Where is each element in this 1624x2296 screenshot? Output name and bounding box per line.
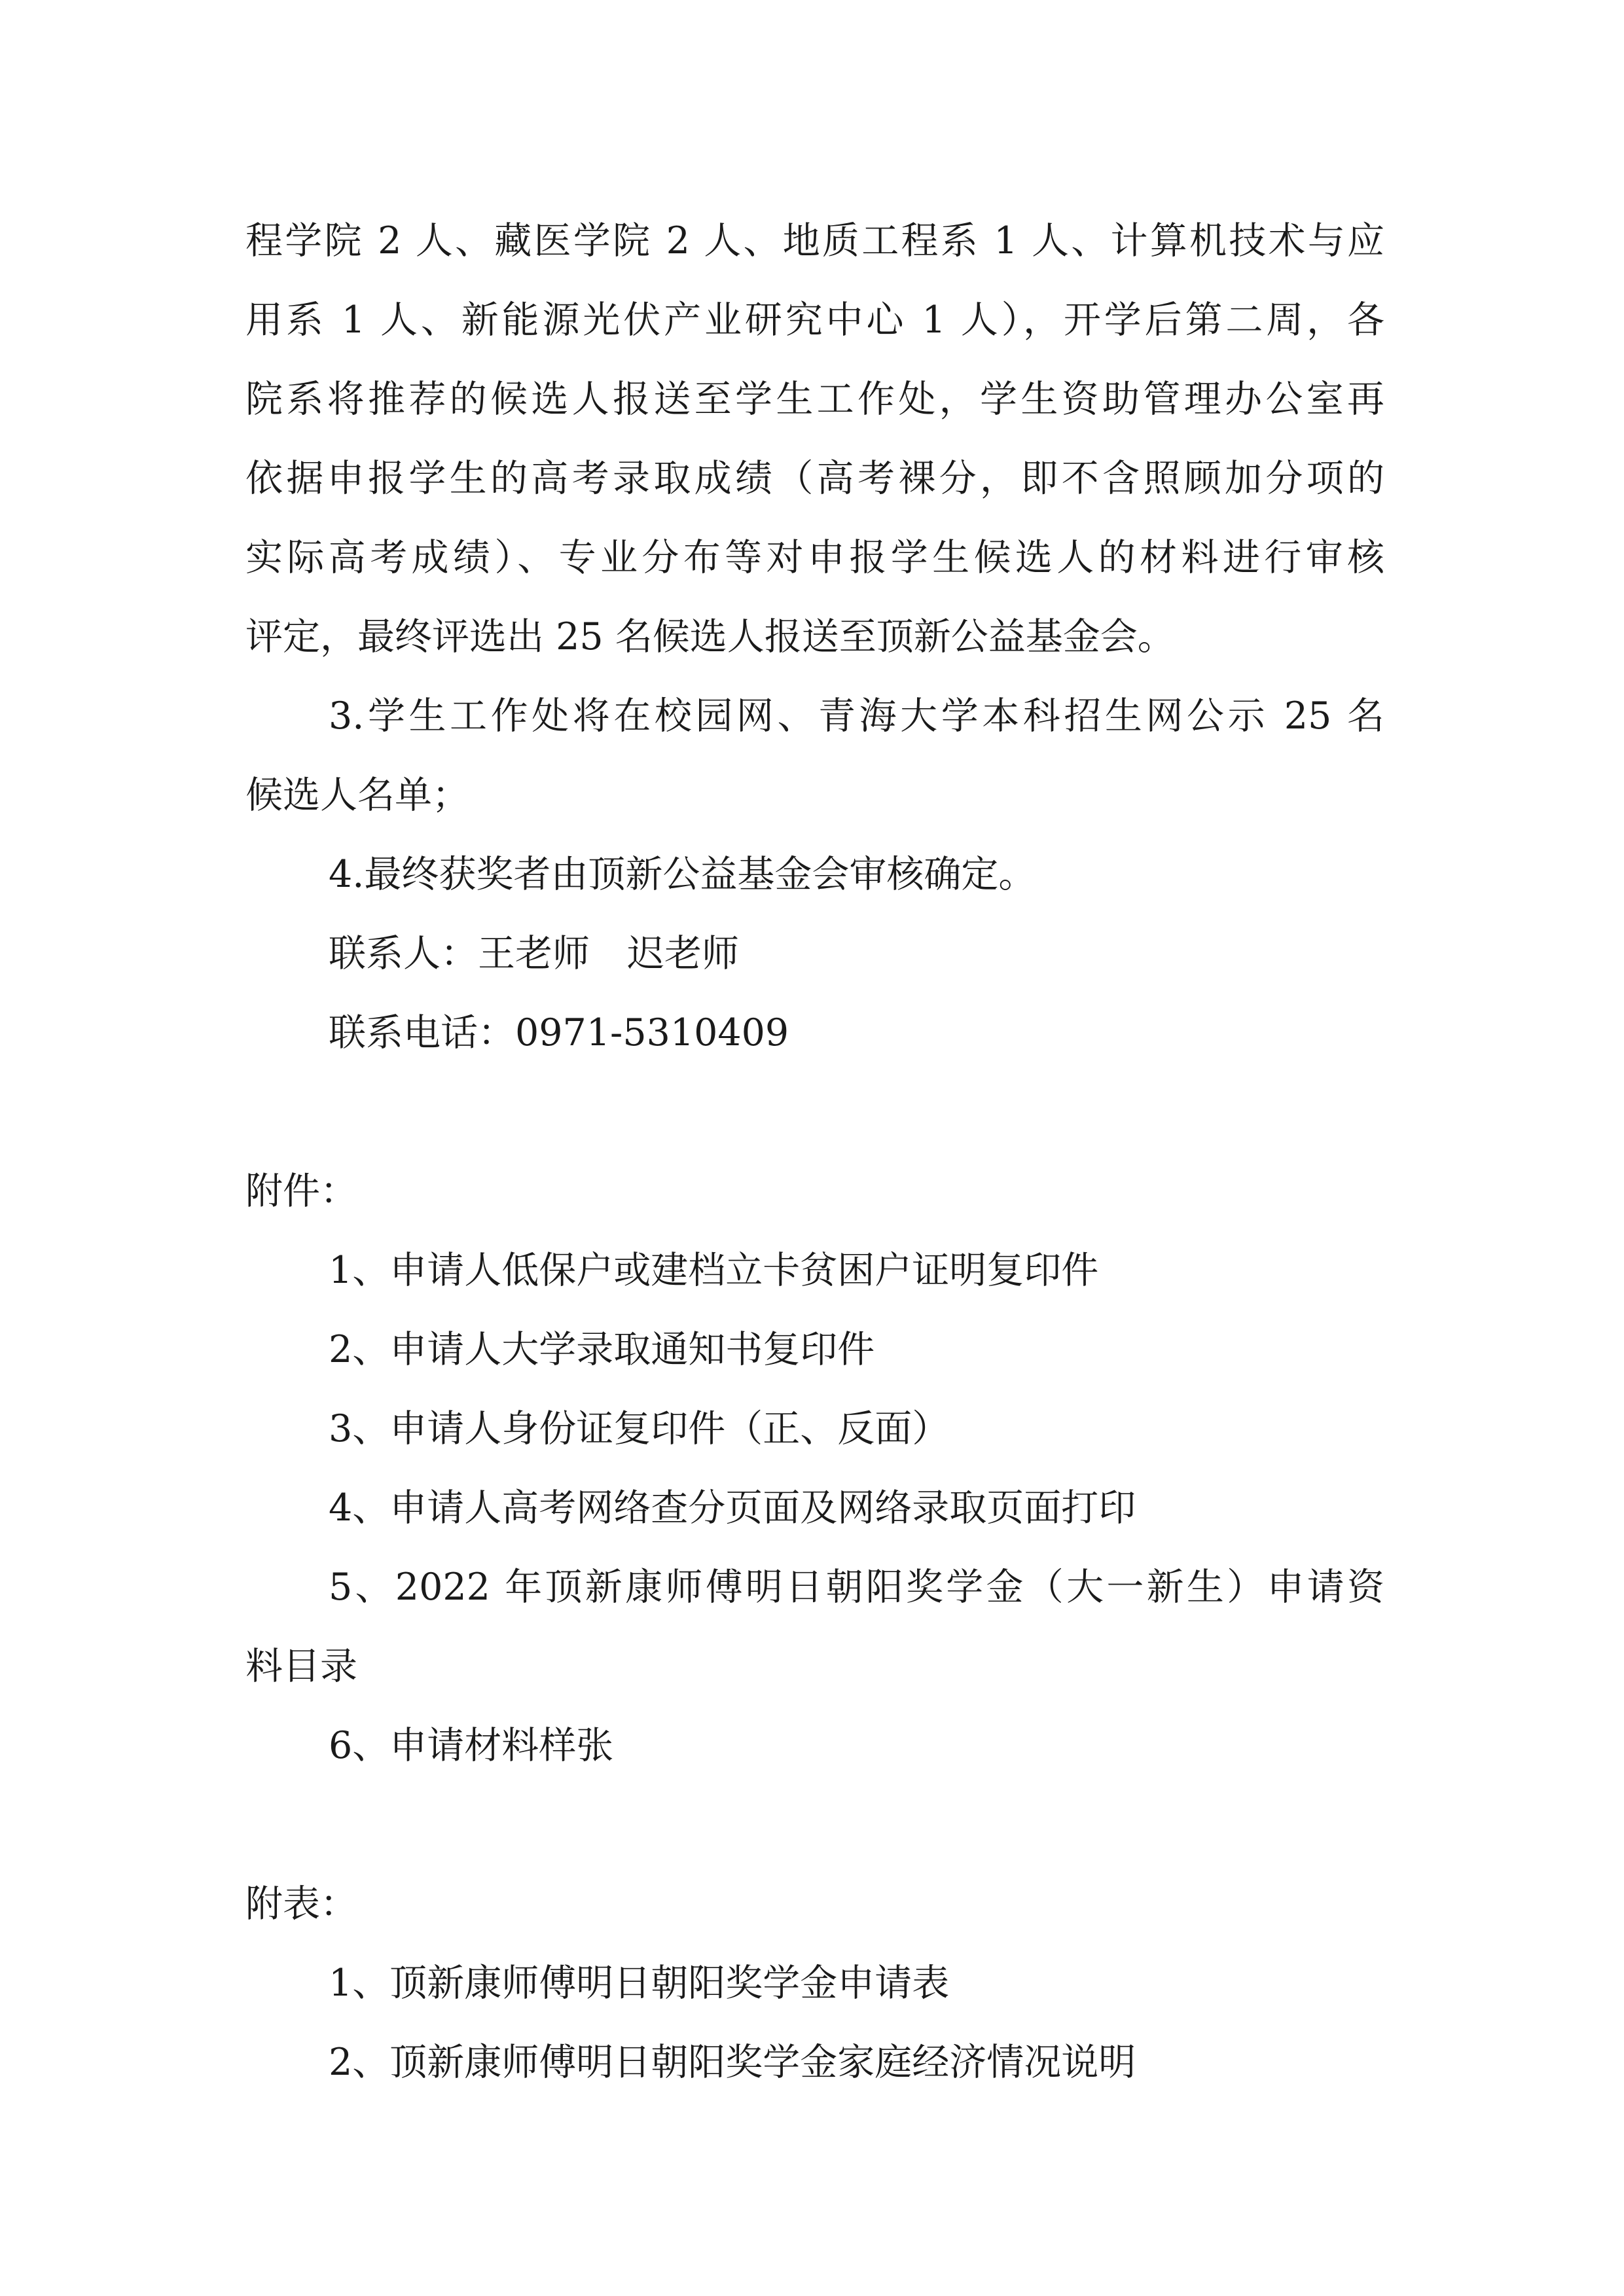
attachment-item-3: 3、申请人身份证复印件（正、反面） xyxy=(329,1407,950,1450)
paragraph-line-2: 用系 1 人、新能源光伏产业研究中心 1 人），开学后第二周，各 xyxy=(245,298,1384,342)
paragraph-line-4: 依据申报学生的高考录取成绩（高考裸分，即不含照顾加分项的 xyxy=(245,457,1384,500)
item-4: 4.最终获奖者由顶新公益基金会审核确定。 xyxy=(329,853,1036,896)
paragraph-line-5: 实际高考成绩）、专业分布等对申报学生候选人的材料进行审核 xyxy=(245,536,1384,579)
paragraph-line-1: 程学院 2 人、藏医学院 2 人、地质工程系 1 人、计算机技术与应 xyxy=(245,219,1384,262)
contact-phone: 联系电话：0971-5310409 xyxy=(329,1011,789,1054)
tables-heading: 附表： xyxy=(245,1882,357,1926)
attachment-item-5-line-1: 5、2022 年顶新康师傅明日朝阳奖学金（大一新生）申请资 xyxy=(329,1566,1384,1609)
item-3-line-1: 3.学生工作处将在校园网、青海大学本科招生网公示 25 名 xyxy=(329,694,1384,738)
attachment-item-6: 6、申请材料样张 xyxy=(329,1724,614,1767)
attachment-item-5-line-2: 料目录 xyxy=(245,1645,357,1688)
table-item-2: 2、顶新康师傅明日朝阳奖学金家庭经济情况说明 xyxy=(329,2041,1136,2084)
attachment-item-2: 2、申请人大学录取通知书复印件 xyxy=(329,1328,875,1371)
item-3-line-2: 候选人名单； xyxy=(245,774,469,817)
contact-persons: 联系人：王老师 迟老师 xyxy=(329,932,739,975)
attachments-heading: 附件： xyxy=(245,1170,357,1213)
paragraph-line-6: 评定，最终评选出 25 名候选人报送至顶新公益基金会。 xyxy=(245,615,1175,658)
attachment-item-1: 1、申请人低保户或建档立卡贫困户证明复印件 xyxy=(329,1249,1099,1292)
paragraph-line-3: 院系将推荐的候选人报送至学生工作处，学生资助管理办公室再 xyxy=(245,378,1384,421)
table-item-1: 1、顶新康师傅明日朝阳奖学金申请表 xyxy=(329,1962,950,2005)
attachment-item-4: 4、申请人高考网络查分页面及网络录取页面打印 xyxy=(329,1486,1136,1530)
